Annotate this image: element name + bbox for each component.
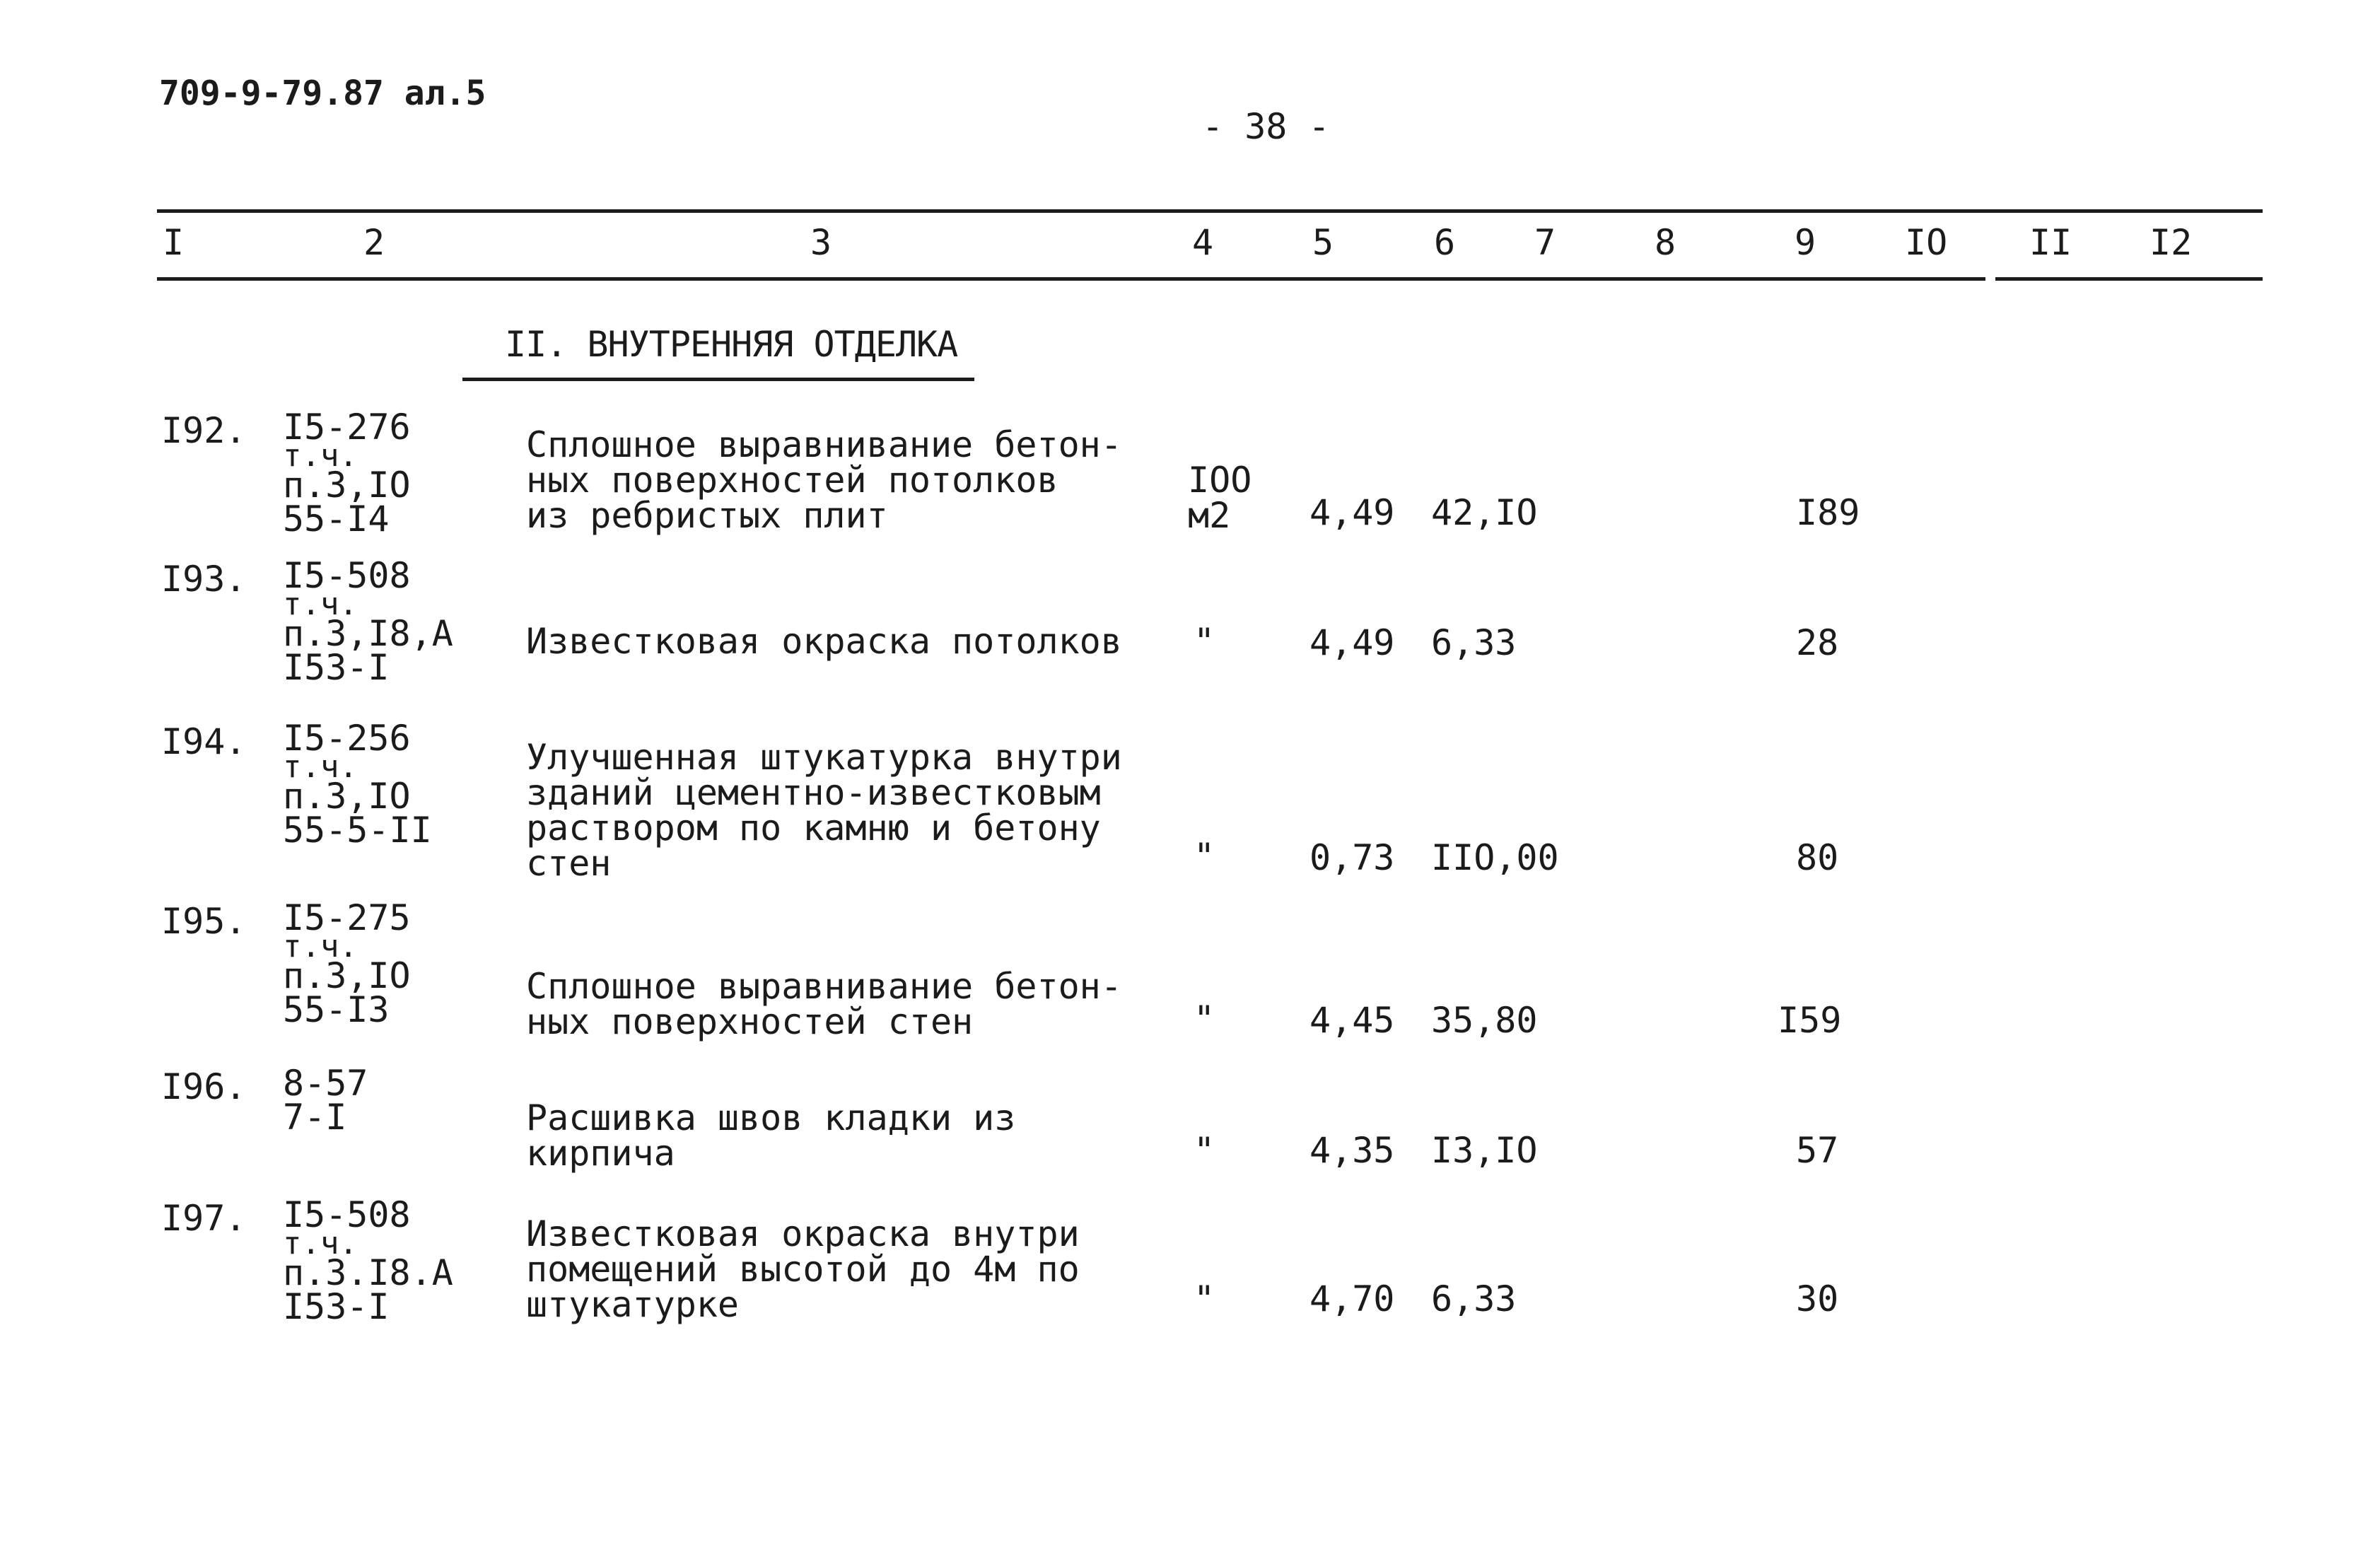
row-number: I97. xyxy=(161,1198,247,1239)
quantity: 4,35 xyxy=(1309,1130,1395,1171)
total-cost: 28 xyxy=(1796,622,1839,663)
norm-code: I5-256 т.ч. п.3,IO 55-5-II xyxy=(283,718,432,851)
row-number: I92. xyxy=(161,410,247,451)
column-header-4: 4 xyxy=(1192,222,1214,263)
document-id: 709-9-79.87 ал.5 xyxy=(159,74,486,113)
column-header-2: 2 xyxy=(363,222,385,263)
row-number: I94. xyxy=(161,721,247,762)
unit: " xyxy=(1194,1130,1215,1171)
work-description: Сплошное выравнивание бетон- ных поверхностей стен xyxy=(526,966,1122,1042)
total-cost: I59 xyxy=(1778,1000,1842,1041)
page-number: - 38 - xyxy=(1202,106,1330,147)
norm-code: I5-508 т.ч. п.3,I8,А I53-I xyxy=(283,555,453,688)
work-description: Известковая окраска внутри помещений высотой до 4м по штукатурке xyxy=(526,1213,1080,1325)
quantity: 4,49 xyxy=(1309,622,1395,663)
unit: IOO м2 xyxy=(1188,460,1252,536)
header-bottom-rule-left xyxy=(157,277,1985,281)
unit-price: I3,IO xyxy=(1431,1130,1538,1171)
column-header-11: II xyxy=(2029,222,2072,263)
unit: " xyxy=(1194,621,1215,662)
unit: " xyxy=(1194,1278,1215,1319)
column-header-5: 5 xyxy=(1312,222,1334,263)
unit-price: 35,80 xyxy=(1431,1000,1538,1041)
quantity: 4,49 xyxy=(1309,492,1395,533)
section-title: II. ВНУТРЕННЯЯ ОТДЕЛКА xyxy=(505,324,958,365)
unit-price: 6,33 xyxy=(1431,1278,1517,1319)
total-cost: 57 xyxy=(1796,1130,1839,1171)
column-header-9: 9 xyxy=(1795,222,1816,263)
section-title-underline xyxy=(462,378,974,381)
quantity: 4,70 xyxy=(1309,1278,1395,1319)
work-description: Улучшенная штукатурка внутри зданий цементно-известковым раствором по камню и бетону стен xyxy=(526,737,1122,884)
column-header-12: I2 xyxy=(2149,222,2193,263)
quantity: 0,73 xyxy=(1309,837,1395,878)
header-bottom-rule-right xyxy=(1995,277,2263,281)
unit-price: IIO,00 xyxy=(1431,837,1559,878)
quantity: 4,45 xyxy=(1309,1000,1395,1041)
row-number: I93. xyxy=(161,559,247,600)
row-number: I95. xyxy=(161,901,247,942)
norm-code: I5-276 т.ч. п.3,IO 55-I4 xyxy=(283,407,411,540)
column-header-1: I xyxy=(163,222,185,263)
work-description: Сплошное выравнивание бетон- ных поверхностей потолков из ребристых плит xyxy=(526,424,1122,536)
column-header-7: 7 xyxy=(1534,222,1556,263)
norm-code: I5-275 т.ч. п.3,IO 55-I3 xyxy=(283,897,411,1030)
total-cost: 80 xyxy=(1796,837,1839,878)
row-number: I96. xyxy=(161,1066,247,1107)
norm-code: 8-57 7-I xyxy=(283,1063,368,1138)
header-top-rule xyxy=(157,209,2263,213)
column-header-10: IO xyxy=(1905,222,1948,263)
unit-price: 42,IO xyxy=(1431,492,1538,533)
norm-code: I5-508 т.ч. п.3.I8.А I53-I xyxy=(283,1194,453,1327)
work-description: Известковая окраска потолков xyxy=(526,621,1122,662)
total-cost: I89 xyxy=(1796,492,1860,533)
column-header-6: 6 xyxy=(1434,222,1456,263)
column-header-3: 3 xyxy=(810,222,832,263)
column-header-8: 8 xyxy=(1655,222,1676,263)
total-cost: 30 xyxy=(1796,1278,1839,1319)
unit: " xyxy=(1194,998,1215,1039)
work-description: Расшивка швов кладки из кирпича xyxy=(526,1097,1016,1174)
unit-price: 6,33 xyxy=(1431,622,1517,663)
unit: " xyxy=(1194,836,1215,877)
